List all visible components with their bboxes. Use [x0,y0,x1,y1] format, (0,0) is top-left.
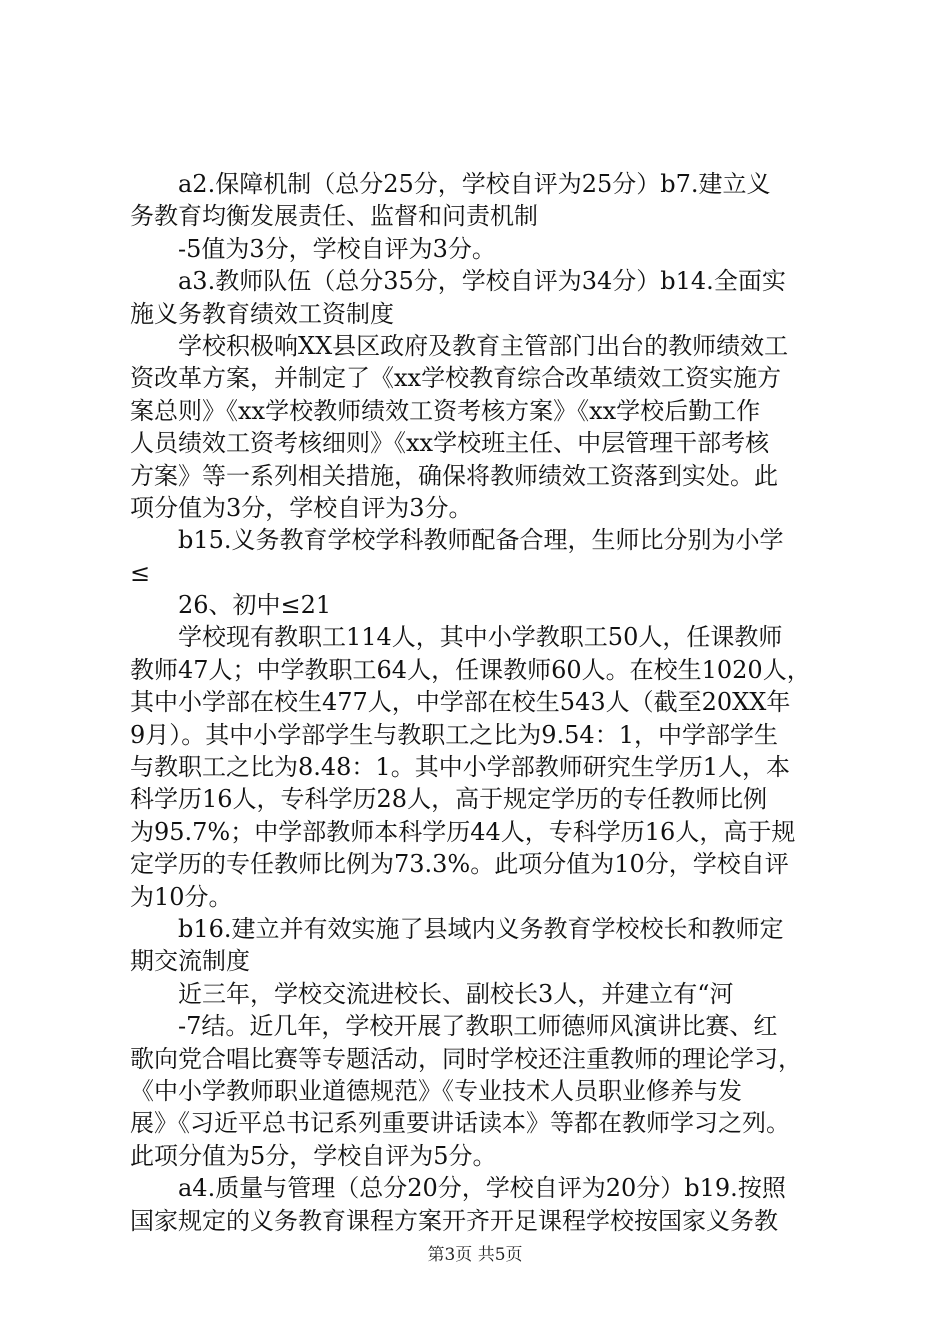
text-line: 26、初中≤21 [130,591,332,620]
text-line: a4.质量与管理（总分20分，学校自评为20分）b19.按照 [130,1174,786,1203]
text-line: 人员绩效工资考核细则》《xx学校班主任、中层管理干部考核 [130,429,770,458]
text-line: ≤ [130,558,151,587]
text-line: 其中小学部在校生477人，中学部在校生543人（截至20XX年 [130,688,791,717]
text-line: 为10分。 [130,882,233,911]
text-line: 资改革方案，并制定了《xx学校教育综合改革绩效工资实施方 [130,364,782,393]
text-line: 务教育均衡发展责任、监督和问责机制 [130,202,538,231]
document-body [130,168,830,1237]
text-line: 9月）。其中小学部学生与教职工之比为9.54：1，中学部学生 [130,720,778,749]
text-line: 近三年，学校交流进校长、副校长3人，并建立有“河 [130,979,734,1008]
text-line: 歌向党合唱比赛等专题活动，同时学校还注重教师的理论学习， [130,1044,802,1073]
text-line: b15.义务教育学校学科教师配备合理，生师比分别为小学 [130,526,784,555]
text-line: 《中小学教师职业道德规范》《专业技术人员职业修养与发 [130,1076,742,1105]
text-line: b16.建立并有效实施了县域内义务教育学校校长和教师定 [130,914,784,943]
text-line: 学校现有教职工114人，其中小学教职工50人，任课教师 [130,623,783,652]
text-line: 展》《习近平总书记系列重要讲话读本》等都在教师学习之列。 [130,1109,790,1138]
text-line: 此项分值为5分，学校自评为5分。 [130,1141,497,1170]
text-line: -5值为3分，学校自评为3分。 [130,234,496,263]
text-line: 学校积极响XX县区政府及教育主管部门出台的教师绩效工 [130,331,789,360]
text-line: 国家规定的义务教育课程方案开齐开足课程学校按国家义务教 [130,1206,778,1235]
text-line: a3.教师队伍（总分35分，学校自评为34分）b14.全面实 [130,267,786,296]
page-footer: 第3页 共5页 [427,1245,523,1265]
text-line: 项分值为3分，学校自评为3分。 [130,493,473,522]
text-line: 期交流制度 [130,947,250,976]
text-line: 定学历的专任教师比例为73.3%。此项分值为10分，学校自评 [130,850,789,879]
text-line: 方案》等一系列相关措施，确保将教师绩效工资落到实处。此 [130,461,778,490]
text-line: 施义务教育绩效工资制度 [130,299,394,328]
text-line: 教师47人；中学教职工64人，任课教师60人。在校生1020人， [130,655,811,684]
text-line: -7结。近几年，学校开展了教职工师德师风演讲比赛、红 [130,1012,778,1041]
text-line: a2.保障机制（总分25分，学校自评为25分）b7.建立义 [130,170,771,198]
text-line: 为95.7%；中学部教师本科学历44人，专科学历16人，高于规 [130,817,796,846]
text-line: 案总则》《xx学校教师绩效工资考核方案》《xx学校后勤工作 [130,396,761,425]
text-line: 科学历16人，专科学历28人，高于规定学历的专任教师比例 [130,785,768,814]
text-line: 与教职工之比为8.48：1。其中小学部教师研究生学历1人，本 [130,753,790,782]
